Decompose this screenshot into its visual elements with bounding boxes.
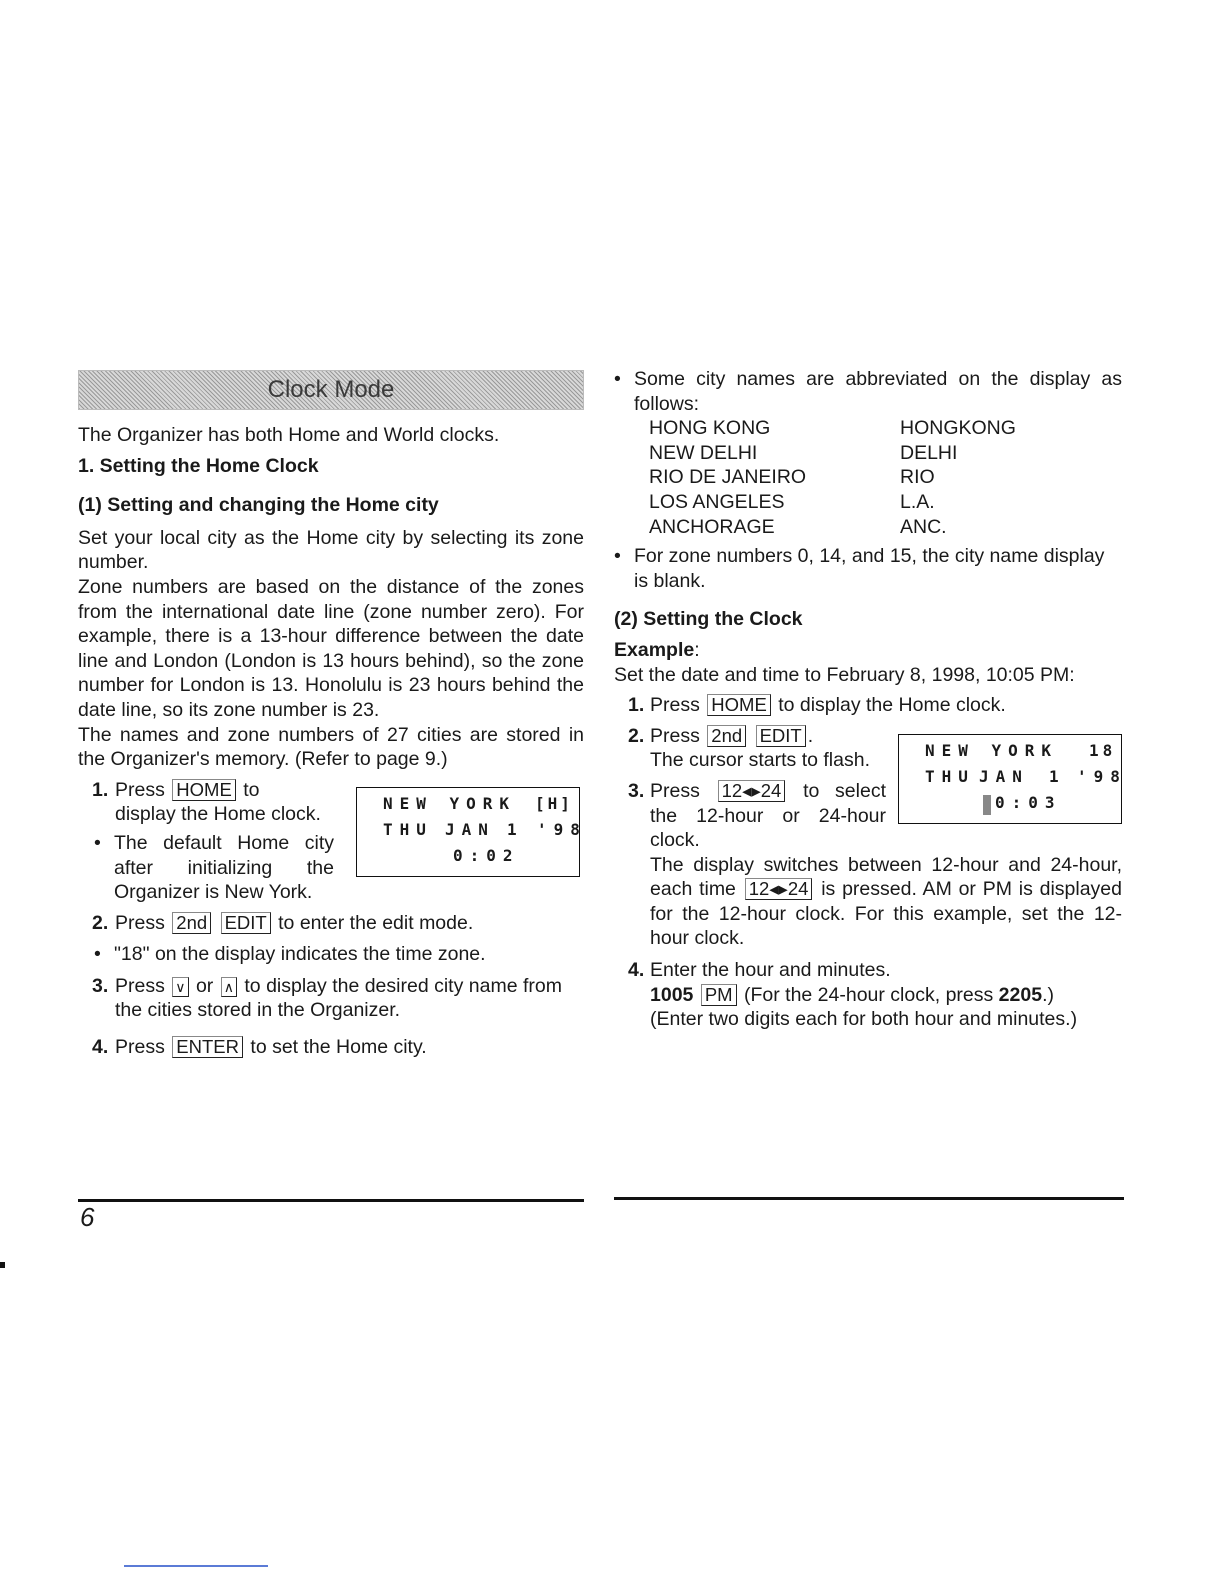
example-text: Set the date and time to February 8, 1998, 10:05 PM: xyxy=(614,663,1075,686)
lcd-day: THU xyxy=(925,767,975,786)
lcd-display-home-clock xyxy=(356,787,587,877)
heading-home-city: (1) Setting and changing the Home city xyxy=(78,494,439,517)
bullet-text: Some city names are abbreviated on the display as follows: xyxy=(634,368,1122,415)
step-text: Press xyxy=(115,1036,165,1059)
section-title-banner xyxy=(78,370,584,410)
heading-setting-clock: (2) Setting the Clock xyxy=(614,608,803,631)
abbreviation-row xyxy=(649,416,1016,441)
edit-key: EDIT xyxy=(221,912,271,934)
para-27-cities: The names and zone numbers of 27 cities are stored in the Organizer's memory. (Refer to page 9.) xyxy=(78,723,584,771)
para-zone-select: Set your local city as the Home city by selecting its zone number. xyxy=(78,526,584,574)
right-column xyxy=(614,367,1122,1032)
lcd-time: 0:03 xyxy=(995,793,1062,812)
2nd-key: 2nd xyxy=(707,725,746,747)
step-text: to display the Home clock. xyxy=(115,778,321,826)
lcd-city: NEW YORK xyxy=(383,794,517,813)
abbreviation-row xyxy=(649,441,1016,466)
2nd-key: 2nd xyxy=(172,912,211,934)
key-sequence: 2205 xyxy=(998,983,1043,1006)
lcd-home-tag: [H] xyxy=(535,794,573,813)
lcd-city: NEW YORK xyxy=(925,741,1059,760)
para-zone-explanation: Zone numbers are based on the distance of the zones from the international date line (zone number zero). For example, there is a 13-hour difference between the date line and London (London is 13 hours behind), so the zone number for London is 13. Honolulu is 23 hours behind the date line, so its zone number is 23. xyxy=(78,575,584,721)
step-text: Press xyxy=(650,724,700,747)
example-label-line xyxy=(614,638,1122,663)
page-number: 6 xyxy=(80,1202,95,1232)
step-text: or xyxy=(195,974,214,997)
bullet-text: For zone numbers 0, 14, and 15, the city name display is blank. xyxy=(634,545,1105,592)
city-full-name: NEW DELHI xyxy=(649,441,758,464)
left-step-2 xyxy=(78,911,584,936)
step-text: (Enter two digits each for both hour and minutes.) xyxy=(650,1008,1078,1031)
right-bullet-abbreviated xyxy=(614,367,1122,416)
lcd-month: JAN xyxy=(445,820,495,839)
lcd-day: THU xyxy=(383,820,433,839)
left-column xyxy=(78,423,584,1060)
lcd-date: 1 xyxy=(1049,767,1066,786)
step-text: (For the 24-hour clock, press xyxy=(743,983,994,1006)
home-key: HOME xyxy=(707,694,771,716)
abbreviation-row xyxy=(649,465,1016,490)
lcd-month: JAN xyxy=(979,767,1029,786)
bullet-text: The default Home city after initializing the Organizer is New York. xyxy=(114,831,334,904)
bullet-dot: • xyxy=(614,368,621,390)
lcd-date: 1 xyxy=(507,820,524,839)
step-number: 3. xyxy=(628,779,645,802)
step-text: to select the 12-hour or 24-hour clock. xyxy=(650,779,886,852)
step-text: The display switches between 12-hour and 24-hour, each time xyxy=(650,853,1122,901)
left-bullet-default-city xyxy=(78,831,334,905)
right-step-3-details xyxy=(614,853,1122,951)
step-text: Press xyxy=(115,778,165,801)
step-text: The cursor starts to flash. xyxy=(650,749,870,772)
left-step-3 xyxy=(78,974,584,1023)
lcd-zone: 18 xyxy=(1089,741,1117,760)
city-abbreviation-table xyxy=(649,416,1016,539)
city-abbreviation: ANC. xyxy=(900,515,947,538)
step-text: .) xyxy=(1042,983,1054,1006)
edit-key: EDIT xyxy=(756,725,806,747)
step-number: 2. xyxy=(628,724,645,747)
12-24-key: 12◂▸24 xyxy=(718,780,786,802)
city-abbreviation: DELHI xyxy=(900,441,958,464)
city-full-name: HONG KONG xyxy=(649,417,771,440)
step-number: 1. xyxy=(92,778,109,801)
lcd-time: 0:02 xyxy=(453,846,520,865)
step-number: 2. xyxy=(92,911,109,934)
right-step-3 xyxy=(614,779,886,853)
step-text: to enter the edit mode. xyxy=(278,911,474,934)
left-step-1 xyxy=(78,778,325,827)
step-text: Press xyxy=(115,974,165,997)
lcd-year: '98 xyxy=(1077,767,1127,786)
city-full-name: ANCHORAGE xyxy=(649,515,775,538)
key-sequence: 1005 xyxy=(650,983,694,1006)
city-abbreviation: HONGKONG xyxy=(900,417,1016,440)
step-text: Enter the hour and minutes. xyxy=(650,959,891,982)
step-text: to display the desired city name from the cities stored in the Organizer. xyxy=(115,974,562,1022)
right-step-1 xyxy=(614,693,1122,718)
abbreviation-row xyxy=(649,515,1016,540)
intro-text: The Organizer has both Home and World clocks. xyxy=(78,424,500,446)
city-full-name: RIO DE JANEIRO xyxy=(649,466,807,489)
step-text: Press xyxy=(650,694,700,717)
scan-artifact-line xyxy=(124,1565,268,1567)
example-label: Example xyxy=(614,638,695,661)
right-step-2 xyxy=(614,724,886,773)
footer-rule-left xyxy=(78,1199,584,1202)
lcd-year: '98 xyxy=(537,820,587,839)
12-24-key: 12◂▸24 xyxy=(745,878,813,900)
pm-key: PM xyxy=(701,984,737,1006)
right-bullet-blank-zones xyxy=(614,544,1122,593)
down-arrow-key-icon: ∨ xyxy=(172,977,188,997)
heading-setting-home-clock: 1. Setting the Home Clock xyxy=(78,454,319,477)
city-abbreviation: RIO xyxy=(900,466,935,489)
right-step-4 xyxy=(614,958,1122,1032)
city-abbreviation: L.A. xyxy=(900,490,935,513)
lcd-cursor xyxy=(983,795,991,815)
step-text: . xyxy=(807,724,814,747)
step-number: 4. xyxy=(92,1036,109,1059)
bullet-dot: • xyxy=(94,831,101,854)
example-colon: : xyxy=(694,638,700,661)
home-key: HOME xyxy=(172,779,236,801)
step-text: to set the Home city. xyxy=(250,1036,427,1059)
bullet-dot: • xyxy=(614,545,621,568)
step-text: to display the Home clock. xyxy=(778,694,1006,717)
abbreviation-row xyxy=(649,490,1016,515)
step-number: 3. xyxy=(92,974,109,997)
step-text: is pressed. AM or PM is displayed for the 12-hour clock. For this example, set the 12-hour clock. xyxy=(650,878,1122,950)
footer-rule-right xyxy=(614,1197,1124,1200)
city-full-name: LOS ANGELES xyxy=(649,490,785,513)
enter-key: ENTER xyxy=(172,1036,243,1058)
step-text: Press xyxy=(650,779,700,802)
section-title: Clock Mode xyxy=(267,376,395,403)
step-number: 4. xyxy=(628,959,645,982)
lcd-display-clock-edit xyxy=(898,734,1127,824)
left-bullet-time-zone xyxy=(78,942,584,967)
bullet-dot: • xyxy=(94,943,101,966)
up-arrow-key-icon: ∧ xyxy=(221,977,237,997)
bullet-text: "18" on the display indicates the time zone. xyxy=(114,943,486,966)
step-text: Press xyxy=(115,911,165,934)
left-step-4 xyxy=(78,1035,584,1060)
step-number: 1. xyxy=(628,694,645,717)
scan-artifact-mark xyxy=(0,1262,5,1268)
